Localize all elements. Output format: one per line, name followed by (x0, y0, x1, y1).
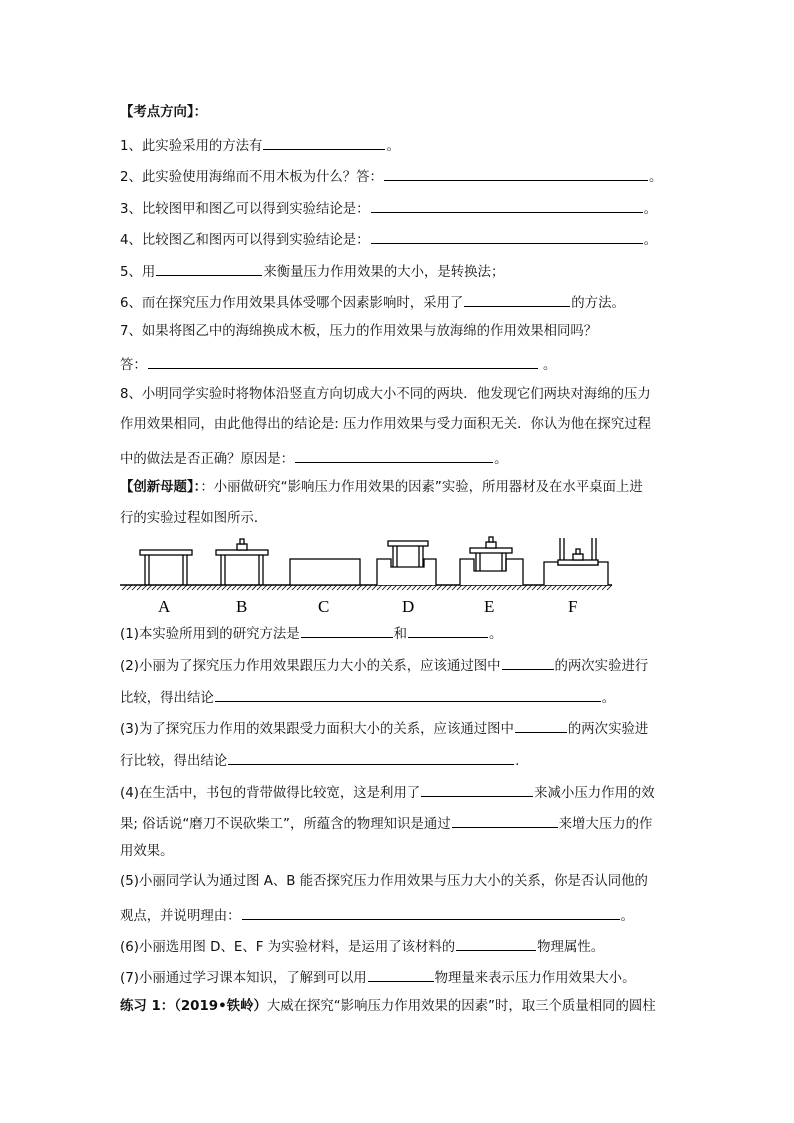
section-heading-innovation: 【创新母题】： (120, 480, 201, 495)
answer-blank[interactable] (215, 687, 601, 702)
setup-d-sponge-table (377, 541, 436, 585)
part-4-line-3: 用效果。 (120, 844, 174, 859)
question-7: 7、如果将图乙中的海绵换成木板，压力的作用效果与放海绵的作用效果相同吗？ (120, 324, 598, 339)
setup-f-inverted-table-weight (544, 538, 608, 585)
figure-label-f: F (568, 597, 578, 616)
part-2-line-2: 比较，得出结论 。 (120, 687, 615, 708)
figure-label-b: B (236, 597, 248, 616)
question-2: 2、此实验使用海绵而不用木板为什么？答： 。 (120, 166, 662, 187)
exercise-source: （2019•铁岭） (174, 999, 267, 1014)
answer-blank[interactable] (502, 655, 554, 670)
figure-label-a: A (158, 597, 171, 616)
innovation-intro-line-2: 行的实验过程如图所示． (120, 511, 268, 526)
part-3-line-1: (3)为了探究压力作用的效果跟受力面积大小的关系，应该通过图中 的两次实验进 (120, 718, 648, 739)
part-4-line-1: (4)在生活中，书包的背带做得比较宽，这是利用了 来减小压力作用的效 (120, 782, 655, 803)
setup-b-table-with-weight (216, 539, 268, 585)
experiment-figure (118, 536, 618, 618)
figure-label-e: E (484, 597, 495, 616)
setup-a-table (140, 550, 192, 585)
answer-blank[interactable] (368, 967, 434, 982)
part-5-line-1: (5)小丽同学认为通过图 A、B 能否探究压力作用效果与压力大小的关系，你是否认同他的 (120, 874, 648, 889)
part-2-line-1: (2)小丽为了探究压力作用效果跟压力大小的关系，应该通过图中 的两次实验进行 (120, 655, 648, 676)
answer-blank[interactable] (421, 782, 533, 797)
answer-blank[interactable] (301, 623, 393, 638)
answer-blank[interactable] (371, 198, 643, 213)
question-7-answer: 答： 。 (120, 354, 556, 375)
answer-blank[interactable] (263, 135, 385, 150)
figure-label-c: C (318, 597, 330, 616)
question-3: 3、比较图甲和图乙可以得到实验结论是： 。 (120, 198, 657, 219)
question-6: 6、而在探究压力作用效果具体受哪个因素影响时，采用了 的方法。 (120, 292, 625, 313)
answer-blank[interactable] (242, 905, 620, 920)
answer-blank[interactable] (371, 229, 643, 244)
part-6: (6)小丽选用图 D、E、F 为实验材料，是运用了该材料的 物理属性。 (120, 936, 604, 957)
question-8-line-3: 中的做法是否正确？原因是： 。 (120, 448, 507, 469)
setup-c-sponge (290, 559, 360, 585)
answer-blank[interactable] (228, 750, 514, 765)
part-7: (7)小丽通过学习课本知识，了解到可以用 物理量来表示压力作用效果大小。 (120, 967, 635, 988)
answer-blank[interactable] (464, 292, 570, 307)
question-8-line-1: 8、小明同学实验时将物体沿竖直方向切成大小不同的两块．他发现它们两块对海绵的压力 (120, 387, 651, 402)
answer-blank[interactable] (452, 813, 558, 828)
exercise-1: 练习 1：（2019•铁岭）大威在探究“影响压力作用效果的因素”时，取三个质量相同的圆柱 (120, 999, 656, 1014)
answer-blank[interactable] (408, 623, 488, 638)
setup-e-sponge-table-weight (460, 537, 523, 585)
answer-blank[interactable] (515, 718, 567, 733)
answer-blank[interactable] (456, 936, 536, 951)
exercise-label: 练习 1： (120, 999, 175, 1014)
answer-blank[interactable] (156, 261, 262, 276)
part-1: (1)本实验所用到的研究方法是 和 。 (120, 623, 502, 644)
section-heading-test-points: 【考点方向】： (120, 105, 208, 120)
part-4-line-2: 果; 俗话说“磨刀不误砍柴工”，所蕴含的物理知识是通过 来增大压力的作 (120, 813, 652, 834)
question-5: 5、用 来衡量压力作用效果的大小，是转换法； (120, 261, 504, 282)
figure-label-d: D (402, 597, 415, 616)
question-8-line-2: 作用效果相同，由此他得出的结论是: 压力作用效果与受力面积无关．你认为他在探究过程 (120, 417, 651, 432)
answer-blank[interactable] (295, 448, 493, 463)
innovation-intro-line-1: 【创新母题】：：小丽做研究“影响压力作用效果的因素”实验，所用器材及在水平桌面上进 (120, 480, 643, 495)
answer-blank[interactable] (148, 354, 538, 369)
part-5-line-2: 观点，并说明理由： 。 (120, 905, 634, 926)
question-4: 4、比较图乙和图丙可以得到实验结论是： 。 (120, 229, 657, 250)
answer-blank[interactable] (384, 166, 648, 181)
question-1: 1、此实验采用的方法有 。 (120, 135, 400, 156)
part-3-line-2: 行比较，得出结论 . (120, 750, 519, 771)
